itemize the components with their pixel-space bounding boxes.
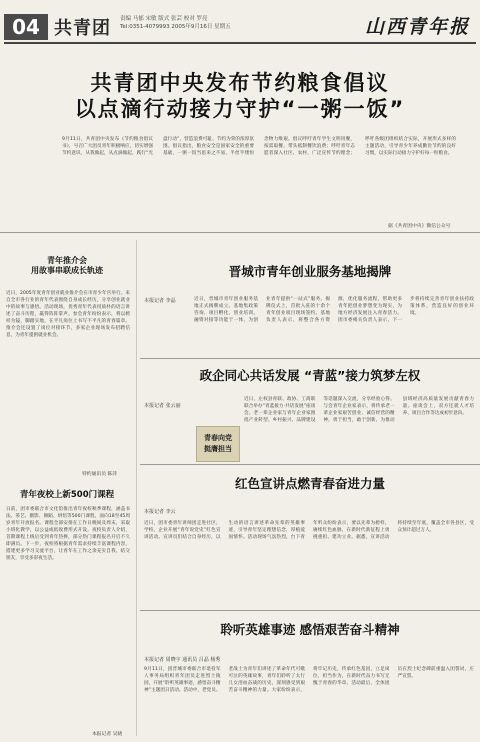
left-story2-title: 青年夜校上新500门课程 bbox=[19, 490, 115, 500]
lead-article-credit: 据《共青团中央》微信公众号 bbox=[388, 224, 451, 229]
page-number: 04 bbox=[4, 14, 48, 40]
editorial-meta bbox=[120, 15, 231, 31]
story-hero-byline: 本报记者 周晓宇 通讯员 吕晶 杨秀 bbox=[144, 657, 221, 663]
story-base-body: 近日，晋城市青年创业服务基地正式揭牌成立。基地集政策咨询、项目孵化、创业培训、融资对接等功能于一体，为创业青年提供“一站式”服务。揭牌仪式上，首批入驻的十余个青年创业项目现场签约。基地负责人表示，将整合各方资源，优化服务流程，帮助更多青年把创业梦想变为现实，为地方经济发展注入青春活力。团市委相关负责人表示，下一步将持续完善青年创业扶持政策体系，营造良好的创业环境。 bbox=[194, 297, 474, 323]
story-politics-body: 近日，左权县青联、政协、工商联联合举办“青蓝接力·共话发展”座谈会。老一辈企业家与青年企业家围绕产业转型、乡村振兴、品牌建设等话题深入交流，分享经验心得。与会青年企业家表示，将传承老一辈企业家艰苦创业、诚信经营的精神，勇于担当，敢于创新，为推动县域经济高质量发展贡献青春力量。座谈会上，双方还就人才培养、项目合作等达成初步意向。 bbox=[244, 397, 474, 423]
section-divider bbox=[0, 232, 480, 233]
story-politics-byline: 本报记者 张云丽 bbox=[144, 403, 181, 409]
slogan-line1: 青春向党 bbox=[204, 434, 232, 442]
left-story1-title bbox=[0, 256, 134, 276]
left-story2-credit: 本报记者 吴晓 bbox=[92, 732, 123, 737]
lead-article-body: 9月11日，共青团中央发布《节约粮食倡议书》，号召广大团员青年积极响应，切实增强节约意识，从我做起，从点滴做起，践行“光盘行动”，营造浪费可耻、节约为荣的浓厚氛围。倡议指出，粮食安全是国家安全的重要基础，一粥一饭当思来之不易，半丝半缕恒念物力维艰。倡议呼吁青年学生文明用餐，按需取餐，带头抵制餐饮浪费；呼吁青年志愿者深入社区、农村，广泛宣传节约理念；呼吁各级团组织结合实际，开展形式多样的主题活动，引导青少年养成勤俭节约的良好习惯，以实际行动接力守护好每一粒粮食。 bbox=[62, 137, 456, 156]
main-headline bbox=[0, 70, 480, 122]
column-divider bbox=[136, 240, 137, 736]
story-hero-title: 聆听英雄事迹 感悟艰苦奋斗精神 bbox=[220, 622, 400, 637]
story-divider bbox=[140, 358, 480, 359]
story-base-title: 晋城市青年创业服务基地揭牌 bbox=[228, 264, 392, 279]
story-base-byline: 本报记者 李晶 bbox=[144, 298, 176, 304]
story-red-byline: 本报记者 李云 bbox=[144, 509, 176, 515]
story-divider-2 bbox=[140, 464, 480, 465]
masthead bbox=[0, 0, 480, 46]
slogan-line2: 挺膺担当 bbox=[204, 445, 232, 453]
story-divider-3 bbox=[140, 610, 480, 611]
story-red-title: 红色宣讲点燃青春奋进力量 bbox=[234, 476, 385, 491]
story-red-body: 近日，团市委青年讲师团走进社区、学校、企业开展“青年说党史”红色宣讲活动。宣讲员们结合自身经历，以生动的语言讲述革命先辈的英雄事迹，引导青年坚定理想信念，厚植爱国情怀。活动现场气氛热烈，台下青年听众纷纷表示，要以先辈为榜样，赓续红色血脉，在新时代新征程上勇挑重担、建功立业。据悉，宣讲活动将持续至年底，覆盖全市各县区，受众预计超过万人。 bbox=[144, 521, 474, 540]
meta-editors: 责编 马郁 宋敏 版式 张芸 校对 罗亮 bbox=[120, 16, 208, 22]
left-story2-body: 日前，团市委联合市文化馆推出青年夜校秋季课程，涵盖书法、茶艺、摄影、舞蹈、烘焙等500门课程，面向18至45周岁青年开放报名。课程全部安排在工作日晚间及周末，采取小班化教学，以公益或低收费形式开设。夜校负责人介绍，首期课程上线后受到青年热捧，部分热门课程报名开启不久即满员。下一步，夜校将根据青年需求持续丰富课程内容，搭建更多学习交流平台，让青年在工作之余充实自我、结交朋友，享受多彩夜生活。 bbox=[6, 507, 130, 561]
left-story1-title-line1: 青年推介会 bbox=[47, 256, 87, 265]
left-story1-body: 近日，2005年度青年创业就业推介会在市青少年宫举行。来自全市各行业的青年代表围绕自身成长经历，分享创业就业中的故事与感悟。活动现场，优秀青年代表用质朴的语言讲述了奋斗历程，赢得阵阵掌声。参会青年纷纷表示，将以榜样为镜，脚踏实地，在平凡岗位上书写不平凡的青春篇章。推介会还设置了岗位对接环节，多家企业现场发布招聘信息，为青年提供就业机会。 bbox=[6, 291, 130, 338]
section-name: 共青团 bbox=[54, 18, 111, 39]
story-politics-title: 政企同心共话发展 “青蓝”接力筑梦左权 bbox=[199, 368, 421, 383]
newspaper-logo: 山西青年报 bbox=[364, 16, 470, 38]
masthead-rule bbox=[4, 42, 476, 44]
slogan-badge bbox=[196, 426, 240, 462]
left-story1-title-line2: 用故事串联成长轨迹 bbox=[31, 266, 103, 275]
headline-line2: 以点滴行动接力守护“一粥一饭” bbox=[74, 97, 406, 121]
story-hero-body: 9月11日，团晋城市委联合市退役军人事务局组织青年团员走进烈士陵园，开展“聆听英雄事迹，感悟奋斗精神”主题团日活动。活动中，老党员、老战士为青年们讲述了革命年代可歌可泣的英雄故事，青年们聆听了太行儿女浴血奋战的历史，深刻感受到艰苦奋斗精神的力量。大家纷纷表示，将牢记历史，传承红色基因，立足岗位，担当作为，在新时代奋力书写无愧于青春的华章。活动最后，全体团员在烈士纪念碑前重温入团誓词，庄严宣誓。 bbox=[144, 667, 474, 693]
story-politics-body-col1 bbox=[144, 412, 192, 460]
meta-contact: Tel:0351-4079993 2005年9月16日 星期五 bbox=[120, 24, 231, 30]
headline-line1: 共青团中央发布节约粮食倡议 bbox=[90, 71, 390, 95]
left-story1-credit: 特约通讯员 陈萍 bbox=[82, 472, 118, 477]
